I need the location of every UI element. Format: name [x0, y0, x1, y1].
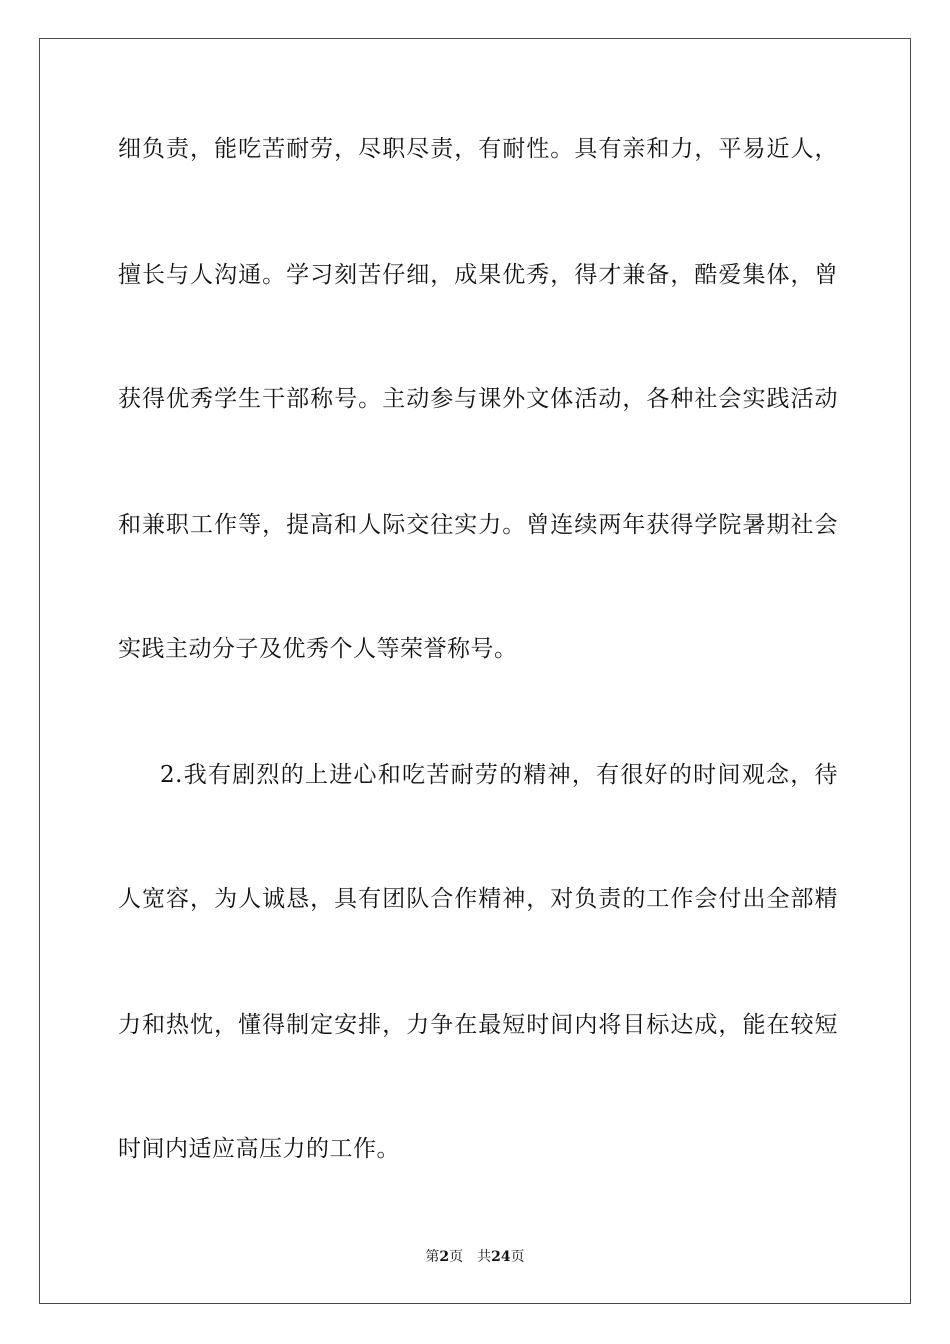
page-number: 2 [439, 1249, 450, 1265]
total-pages: 24 [491, 1249, 511, 1265]
total-label-prefix: 共 [477, 1249, 492, 1265]
text-line: 力和热忱，懂得制定安排，力争在最短时间内将目标达成，能在较短 [118, 1012, 838, 1038]
page-footer [0, 1248, 950, 1266]
paragraph-start-line: 2.我有剧烈的上进心和吃苦耐劳的精神，有很好的时间观念，待 [160, 762, 838, 788]
page-label-prefix: 第 [425, 1249, 440, 1265]
text-line: 和兼职工作等，提高和人际交往实力。曾连续两年获得学院暑期社会 [118, 512, 838, 538]
page-border [39, 38, 911, 1304]
text-line: 人宽容，为人诚恳，具有团队合作精神，对负责的工作会付出全部精 [118, 886, 838, 912]
text-line: 细负责，能吃苦耐劳，尽职尽责，有耐性。具有亲和力，平易近人， [118, 136, 838, 162]
text-line: 获得优秀学生干部称号。主动参与课外文体活动，各种社会实践活动 [118, 386, 838, 412]
text-line: 实践主动分子及优秀个人等荣誉称号。 [118, 636, 518, 662]
page-label-suffix: 页 [449, 1249, 464, 1265]
text-line: 擅长与人沟通。学习刻苦仔细，成果优秀，得才兼备，酷爱集体，曾 [118, 262, 838, 288]
text-line: 时间内适应高压力的工作。 [118, 1136, 400, 1162]
total-label-suffix: 页 [510, 1249, 525, 1265]
